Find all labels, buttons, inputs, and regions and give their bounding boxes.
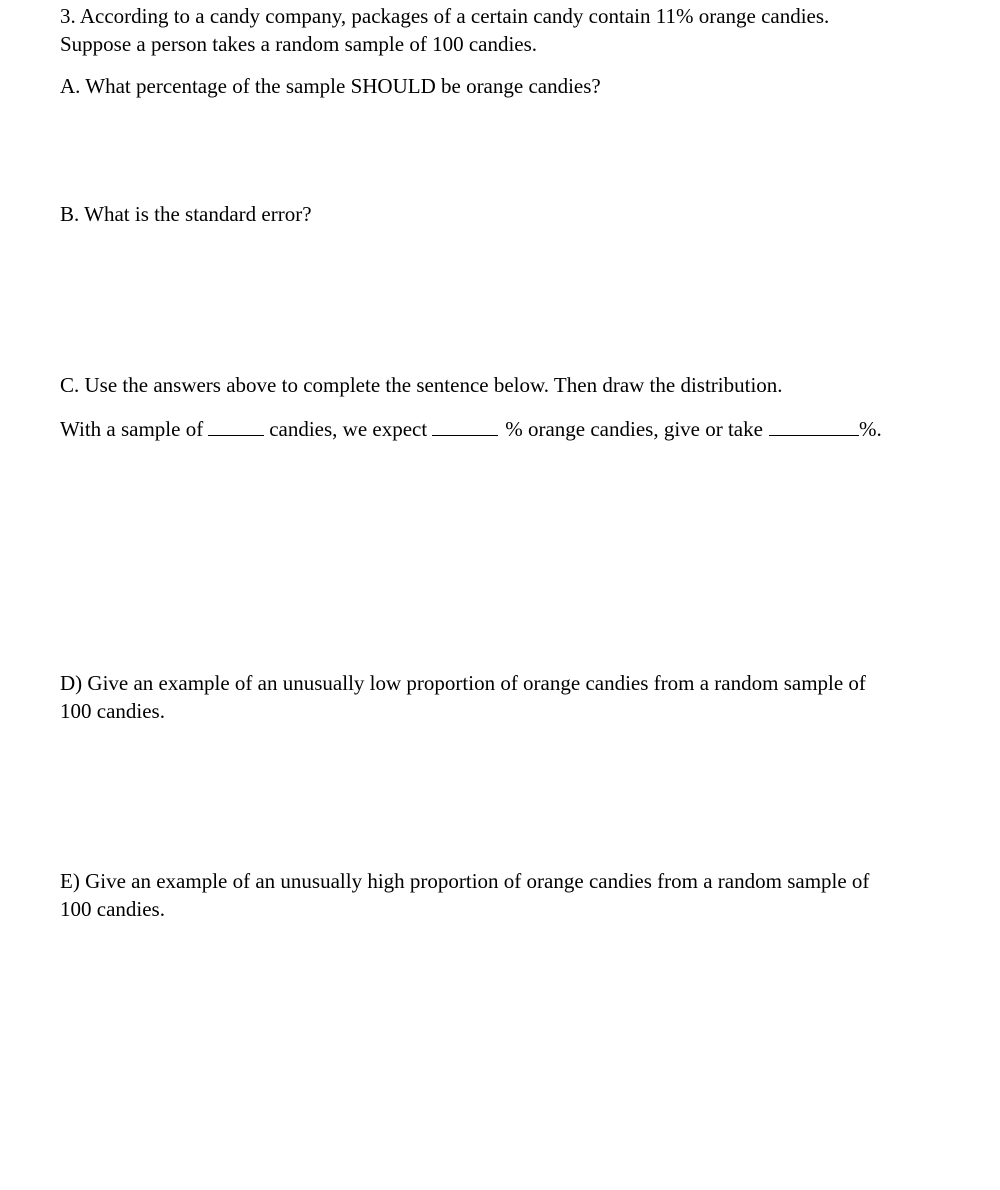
part-d-prompt [60,669,940,725]
part-e-prompt [60,867,940,923]
give-or-take-blank[interactable] [769,413,859,436]
intro-line-1: 3. According to a candy company, packages of a certain candy contain 11% orange candies. [60,4,830,28]
expected-percent-blank[interactable] [432,413,498,436]
sentence-segment-4: %. [858,417,882,441]
part-c-text: C. Use the answers above to complete the sentence below. Then draw the distribution. [60,373,783,397]
part-b-text: B. What is the standard error? [60,202,312,226]
intro-line-2: Suppose a person takes a random sample of 100 candies. [60,32,538,56]
part-d-line-1: D) Give an example of an unusually low proportion of orange candies from a random sample of [60,671,866,695]
part-a-text: A. What percentage of the sample SHOULD be orange candies? [60,74,601,98]
fill-in-sentence [60,413,940,443]
sample-size-blank[interactable] [208,413,264,436]
part-e-line-2: 100 candies. [60,897,165,921]
part-b-prompt [60,200,940,228]
part-c-prompt [60,371,940,399]
sentence-segment-2: candies, we expect [269,417,428,441]
sentence-segment-1: With a sample of [60,417,204,441]
part-a-prompt [60,72,940,100]
part-e-line-1: E) Give an example of an unusually high proportion of orange candies from a random sample of [60,869,870,893]
question-intro [60,2,940,58]
part-d-line-2: 100 candies. [60,699,165,723]
sentence-segment-3: % orange candies, give or take [505,417,763,441]
